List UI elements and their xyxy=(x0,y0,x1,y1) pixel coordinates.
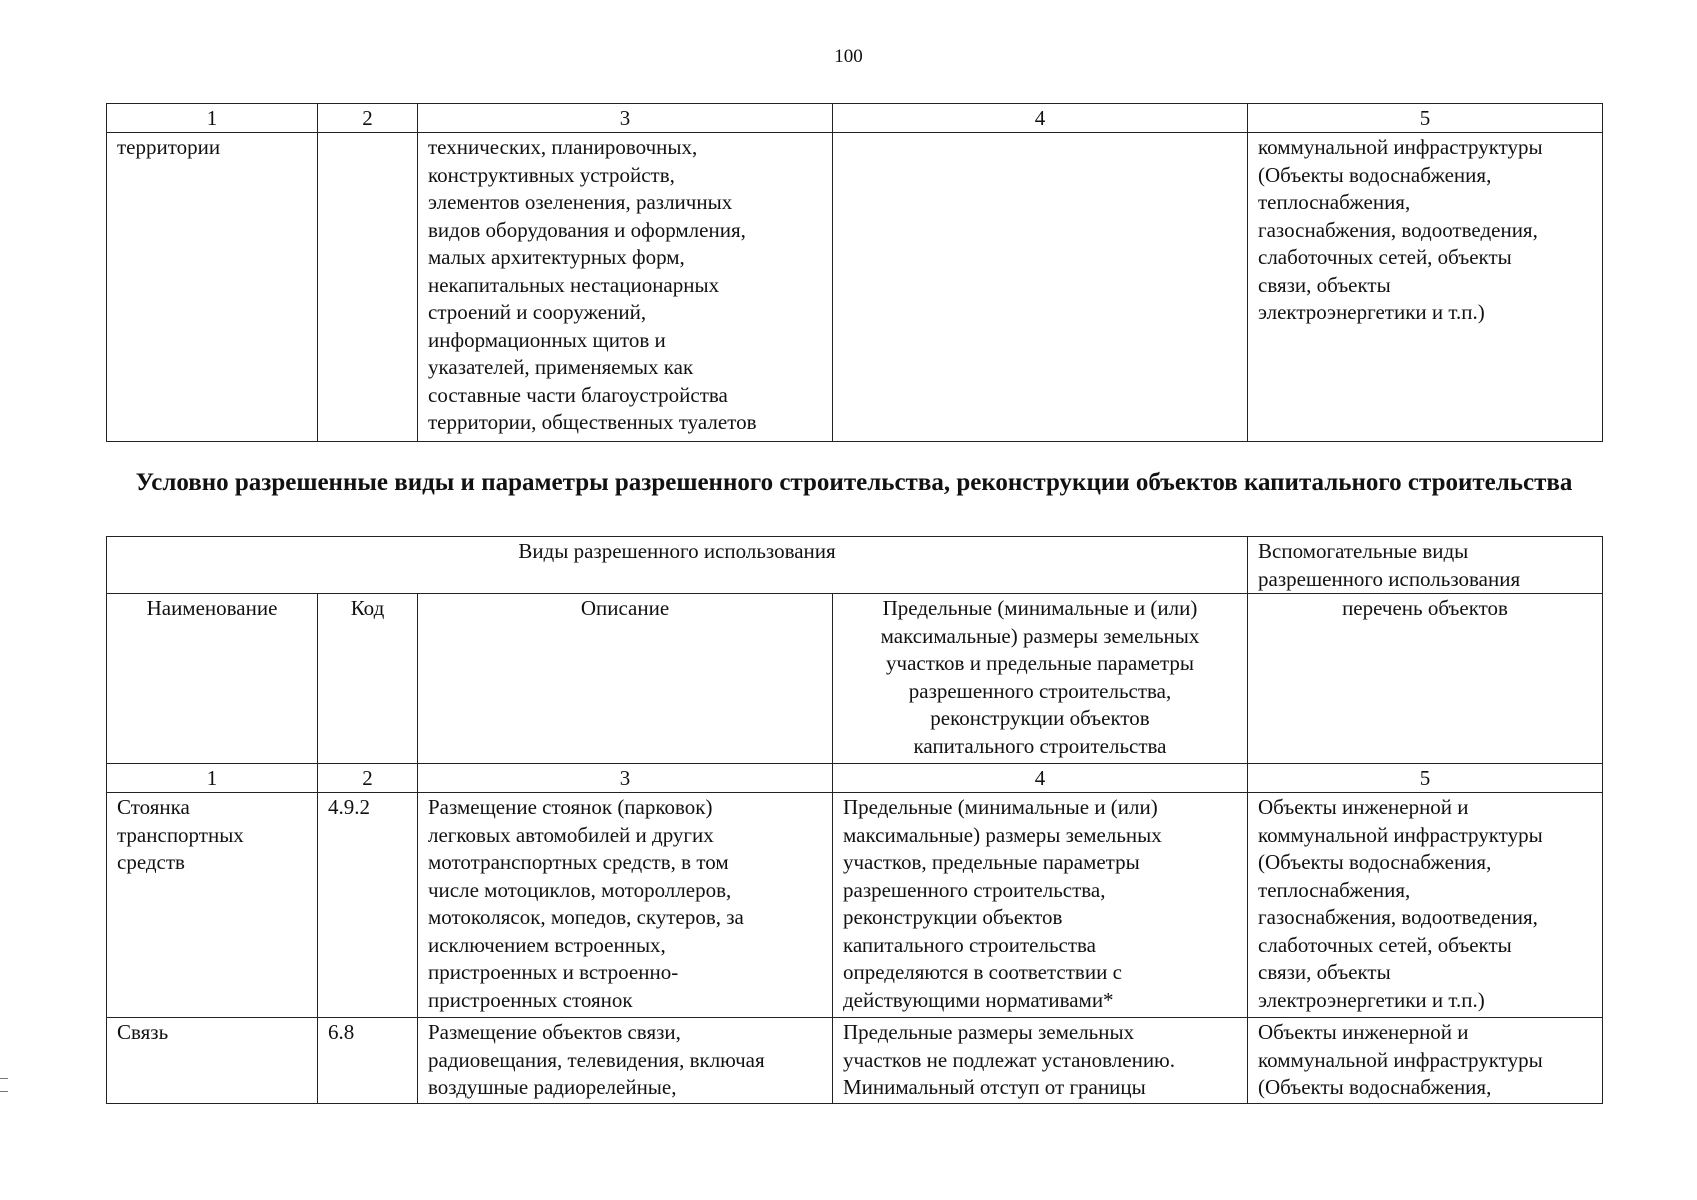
margin-mark xyxy=(0,1078,8,1092)
row-name: территории xyxy=(107,133,318,442)
objects-header: перечень объектов xyxy=(1248,594,1603,764)
code-header: Код xyxy=(318,594,418,764)
section-heading: Условно разрешенные виды и параметры разрешенного строительства, реконструкции объектов капитального строительства xyxy=(135,469,1573,496)
row-code: 4.9.2 xyxy=(318,793,418,1018)
aux-group-header: Вспомогательные виды разрешенного использования xyxy=(1248,537,1603,594)
parameters-header: Предельные (минимальные и (или) максимальные) размеры земельных участков и предельные параметры разрешенного строительства, реконструкции объектов капитального строительства xyxy=(833,594,1248,764)
row-description: технических, планировочных, конструктивных устройств, элементов озеленения, различных видов оборудования и оформления, малых архитектурных форм, некапитальных нестационарных строений и сооружений, информационных щитов и указателей, применяемых как составные части благоустройства территории, общественных туалетов xyxy=(418,133,833,442)
table-row xyxy=(107,1018,1603,1104)
description-header: Описание xyxy=(418,594,833,764)
row-parameters: Предельные размеры земельных участков не подлежат установлению. Минимальный отступ от границы xyxy=(833,1018,1248,1104)
group-header-row xyxy=(107,537,1603,594)
row-description: Размещение стоянок (парковок) легковых автомобилей и других мототранспортных средств, в том числе мотоциклов, мотороллеров, мотоколясок, мопедов, скутеров, за исключением встроенных, пристроенных и встроенно- пристроенных стоянок xyxy=(418,793,833,1018)
column-number: 4 xyxy=(833,764,1248,793)
page-number: 100 xyxy=(834,46,863,67)
row-parameters xyxy=(833,133,1248,442)
row-auxiliary: коммунальной инфраструктуры (Объекты водоснабжения, теплоснабжения, газоснабжения, водоотведения, слаботочных сетей, объекты связи, объекты электроэнергетики и т.п.) xyxy=(1248,133,1603,442)
column-number: 1 xyxy=(107,104,318,133)
column-header-row xyxy=(107,594,1603,764)
column-number: 3 xyxy=(418,764,833,793)
conditional-use-table xyxy=(106,536,1603,1104)
column-number-row xyxy=(107,764,1603,793)
row-code xyxy=(318,133,418,442)
continued-table xyxy=(106,103,1603,442)
row-name: Связь xyxy=(107,1018,318,1104)
table-row xyxy=(107,133,1603,442)
row-description: Размещение объектов связи, радиовещания, телевидения, включая воздушные радиорелейные, xyxy=(418,1018,833,1104)
column-number: 2 xyxy=(318,764,418,793)
name-header: Наименование xyxy=(107,594,318,764)
column-number: 5 xyxy=(1248,764,1603,793)
row-auxiliary: Объекты инженерной и коммунальной инфраструктуры (Объекты водоснабжения, теплоснабжения, газоснабжения, водоотведения, слаботочных сетей, объекты связи, объекты электроэнергетики и т.п.) xyxy=(1248,793,1603,1018)
row-parameters: Предельные (минимальные и (или) максимальные) размеры земельных участков, предельные параметры разрешенного строительства, реконструкции объектов капитального строительства определяются в соответствии с действующими нормативами* xyxy=(833,793,1248,1018)
column-number: 2 xyxy=(318,104,418,133)
column-number: 4 xyxy=(833,104,1248,133)
column-number: 1 xyxy=(107,764,318,793)
row-name: Стоянка транспортных средств xyxy=(107,793,318,1018)
row-auxiliary: Объекты инженерной и коммунальной инфраструктуры (Объекты водоснабжения, xyxy=(1248,1018,1603,1104)
column-number: 3 xyxy=(418,104,833,133)
column-number: 5 xyxy=(1248,104,1603,133)
main-group-header: Виды разрешенного использования xyxy=(107,537,1248,594)
table-row xyxy=(107,793,1603,1018)
row-code: 6.8 xyxy=(318,1018,418,1104)
column-number-row xyxy=(107,104,1603,133)
